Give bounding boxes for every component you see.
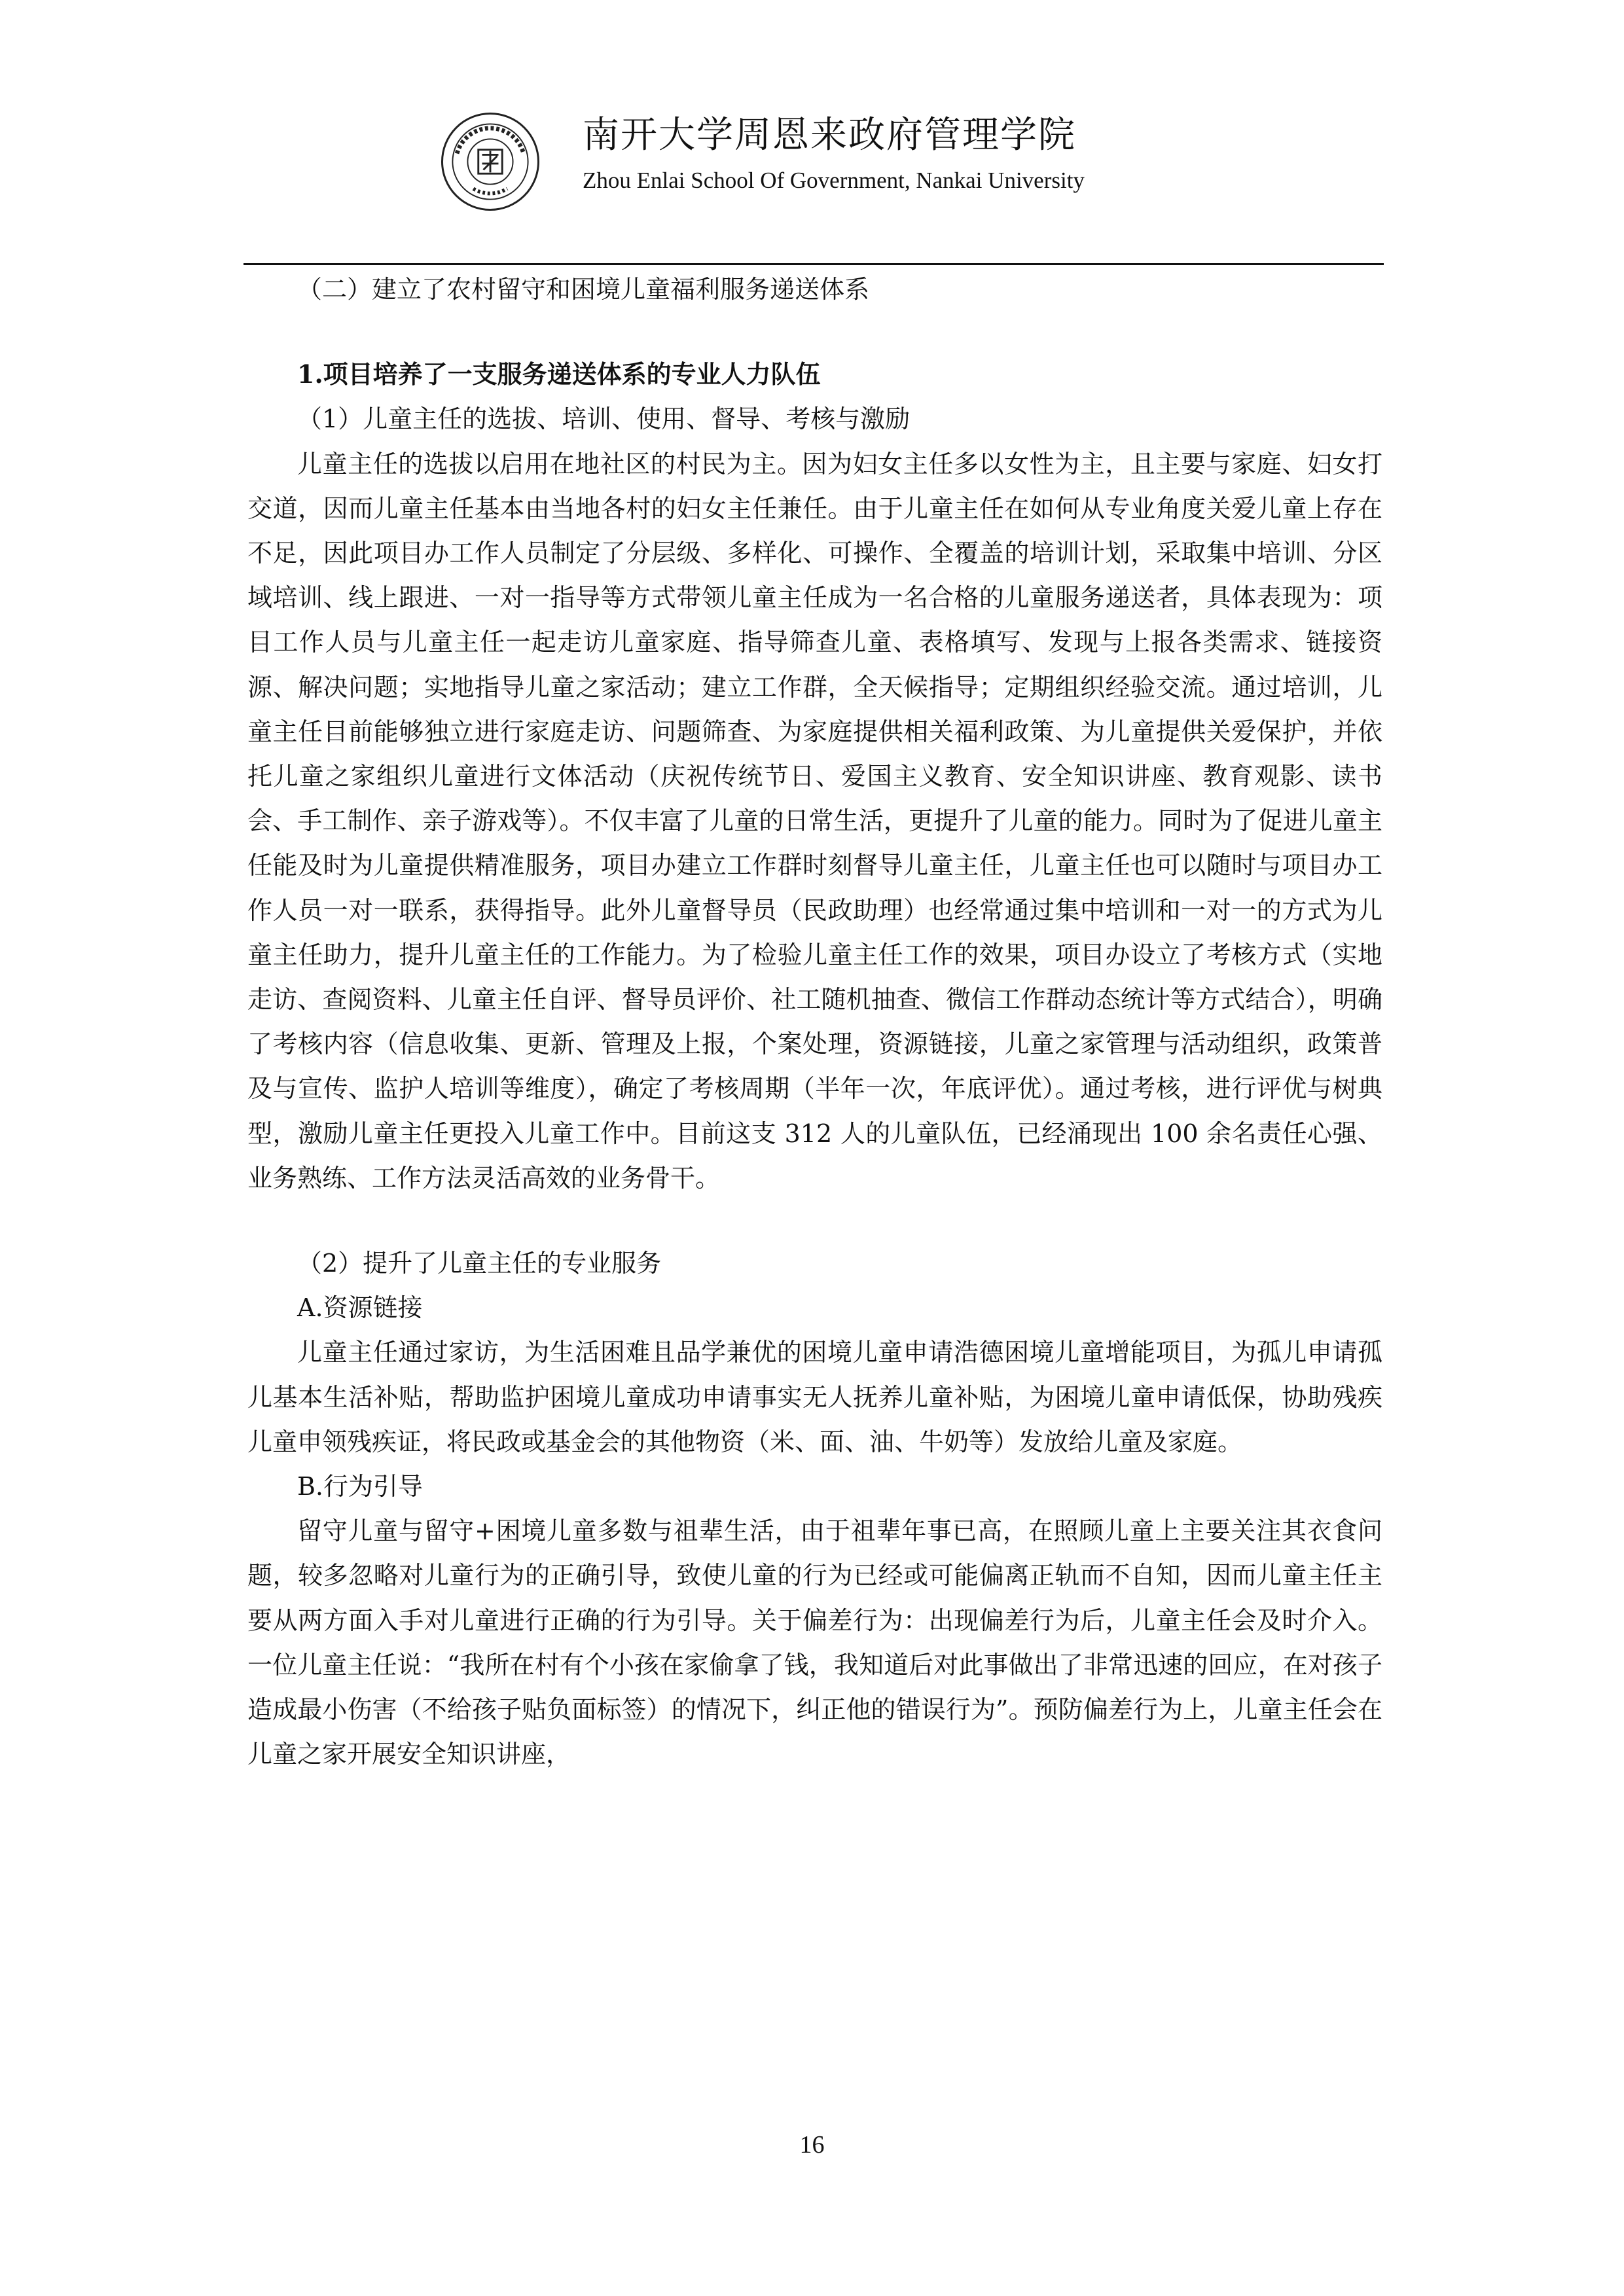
- subheading-1-1: （1）儿童主任的选拔、培训、使用、督导、考核与激励: [297, 404, 911, 434]
- subheading-1: 1.项目培养了一支服务递送体系的专业人力队伍: [297, 359, 821, 389]
- paragraph-1: 儿童主任的选拔以启用在地社区的村民为主。因为妇女主任多以女性为主，且主要与家庭、妇女打交道，因而儿童主任基本由当地各村的妇女主任兼任。由于儿童主任在如何从专业角度关爱儿童上存在不足，因此项目办工作人员制定了分层级、多样化、可操作、全覆盖的培训计划，采取集中培训、分区域培训、线上跟进、一对一指导等方式带领儿童主任成为一名合格的儿童服务递送者，具体表现为：项目工作人员与儿童主任一起走访儿童家庭、指导筛查儿童、表格填写、发现与上报各类需求、链接资源、解决问题；实地指导儿童之家活动；建立工作群，全天候指导；定期组织经验交流。通过培训，儿童主任目前能够独立进行家庭走访、问题筛查、为家庭提供相关福利政策、为儿童提供关爱保护，并依托儿童之家组织儿童进行文体活动（庆祝传统节日、爱国主义教育、安全知识讲座、教育观影、读书会、手工制作、亲子游戏等）。不仅丰富了儿童的日常生活，更提升了儿童的能力。同时为了促进儿童主任能及时为儿童提供精准服务，项目办建立工作群时刻督导儿童主任，儿童主任也可以随时与项目办工作人员一对一联系，获得指导。此外儿童督导员（民政助理）也经常通过集中培训和一对一的方式为儿童主任助力，提升儿童主任的工作能力。为了检验儿童主任工作的效果，项目办设立了考核方式（实地走访、查阅资料、儿童主任自评、督导员评价、社工随机抽查、微信工作群动态统计等方式结合），明确了考核内容（信息收集、更新、管理及上报，个案处理，资源链接，儿童之家管理与活动组织，政策普及与宣传、监护人培训等维度），确定了考核周期（半年一次，年底评优）。通过考核，进行评优与树典型，激励儿童主任更投入儿童工作中。目前这支 312 人的儿童队伍，已经涌现出 100 余名责任心强、业务熟练、工作方法灵活高效的业务骨干。: [247, 449, 1382, 1193]
- document-body: [247, 267, 1382, 1777]
- nankai-university-seal-icon: [441, 113, 539, 211]
- paragraph-a: 儿童主任通过家访，为生活困难且品学兼优的困境儿童申请浩德困境儿童增能项目，为孤儿申请孤儿基本生活补贴，帮助监护困境儿童成功申请事实无人抚养儿童补贴，为困境儿童申请低保，协助残疾儿童申领残疾证，将民政或基金会的其他物资（米、面、油、牛奶等）发放给儿童及家庭。: [247, 1338, 1382, 1456]
- header-text: [583, 110, 1085, 200]
- item-b-label: B.行为引导: [297, 1472, 424, 1501]
- page-number: 16: [799, 2131, 825, 2159]
- page-header: [0, 0, 1624, 268]
- section-heading: （二）建立了农村留守和困境儿童福利服务递送体系: [297, 275, 870, 304]
- paragraph-b: 留守儿童与留守+困境儿童多数与祖辈生活，由于祖辈年事已高，在照顾儿童上主要关注其衣食问题，较多忽略对儿童行为的正确引导，致使儿童的行为已经或可能偏离正轨而不自知，因而儿童主任主要从两方面入手对儿童进行正确的行为引导。关于偏差行为：出现偏差行为后，儿童主任会及时介入。一位儿童主任说：“我所在村有个小孩在家偷拿了钱，我知道后对此事做出了非常迅速的回应，在对孩子造成最小伤害（不给孩子贴负面标签）的情况下，纠正他的错误行为”。预防偏差行为上，儿童主任会在儿童之家开展安全知识讲座，: [247, 1516, 1382, 1769]
- school-name-en: Zhou Enlai School Of Government, Nankai University: [583, 168, 1085, 193]
- school-name-cn: 南开大学周恩来政府管理学院: [583, 114, 1076, 156]
- item-a-label: A.资源链接: [297, 1293, 423, 1323]
- header-divider: [244, 263, 1384, 265]
- subheading-1-2: （2）提升了儿童主任的专业服务: [297, 1249, 662, 1278]
